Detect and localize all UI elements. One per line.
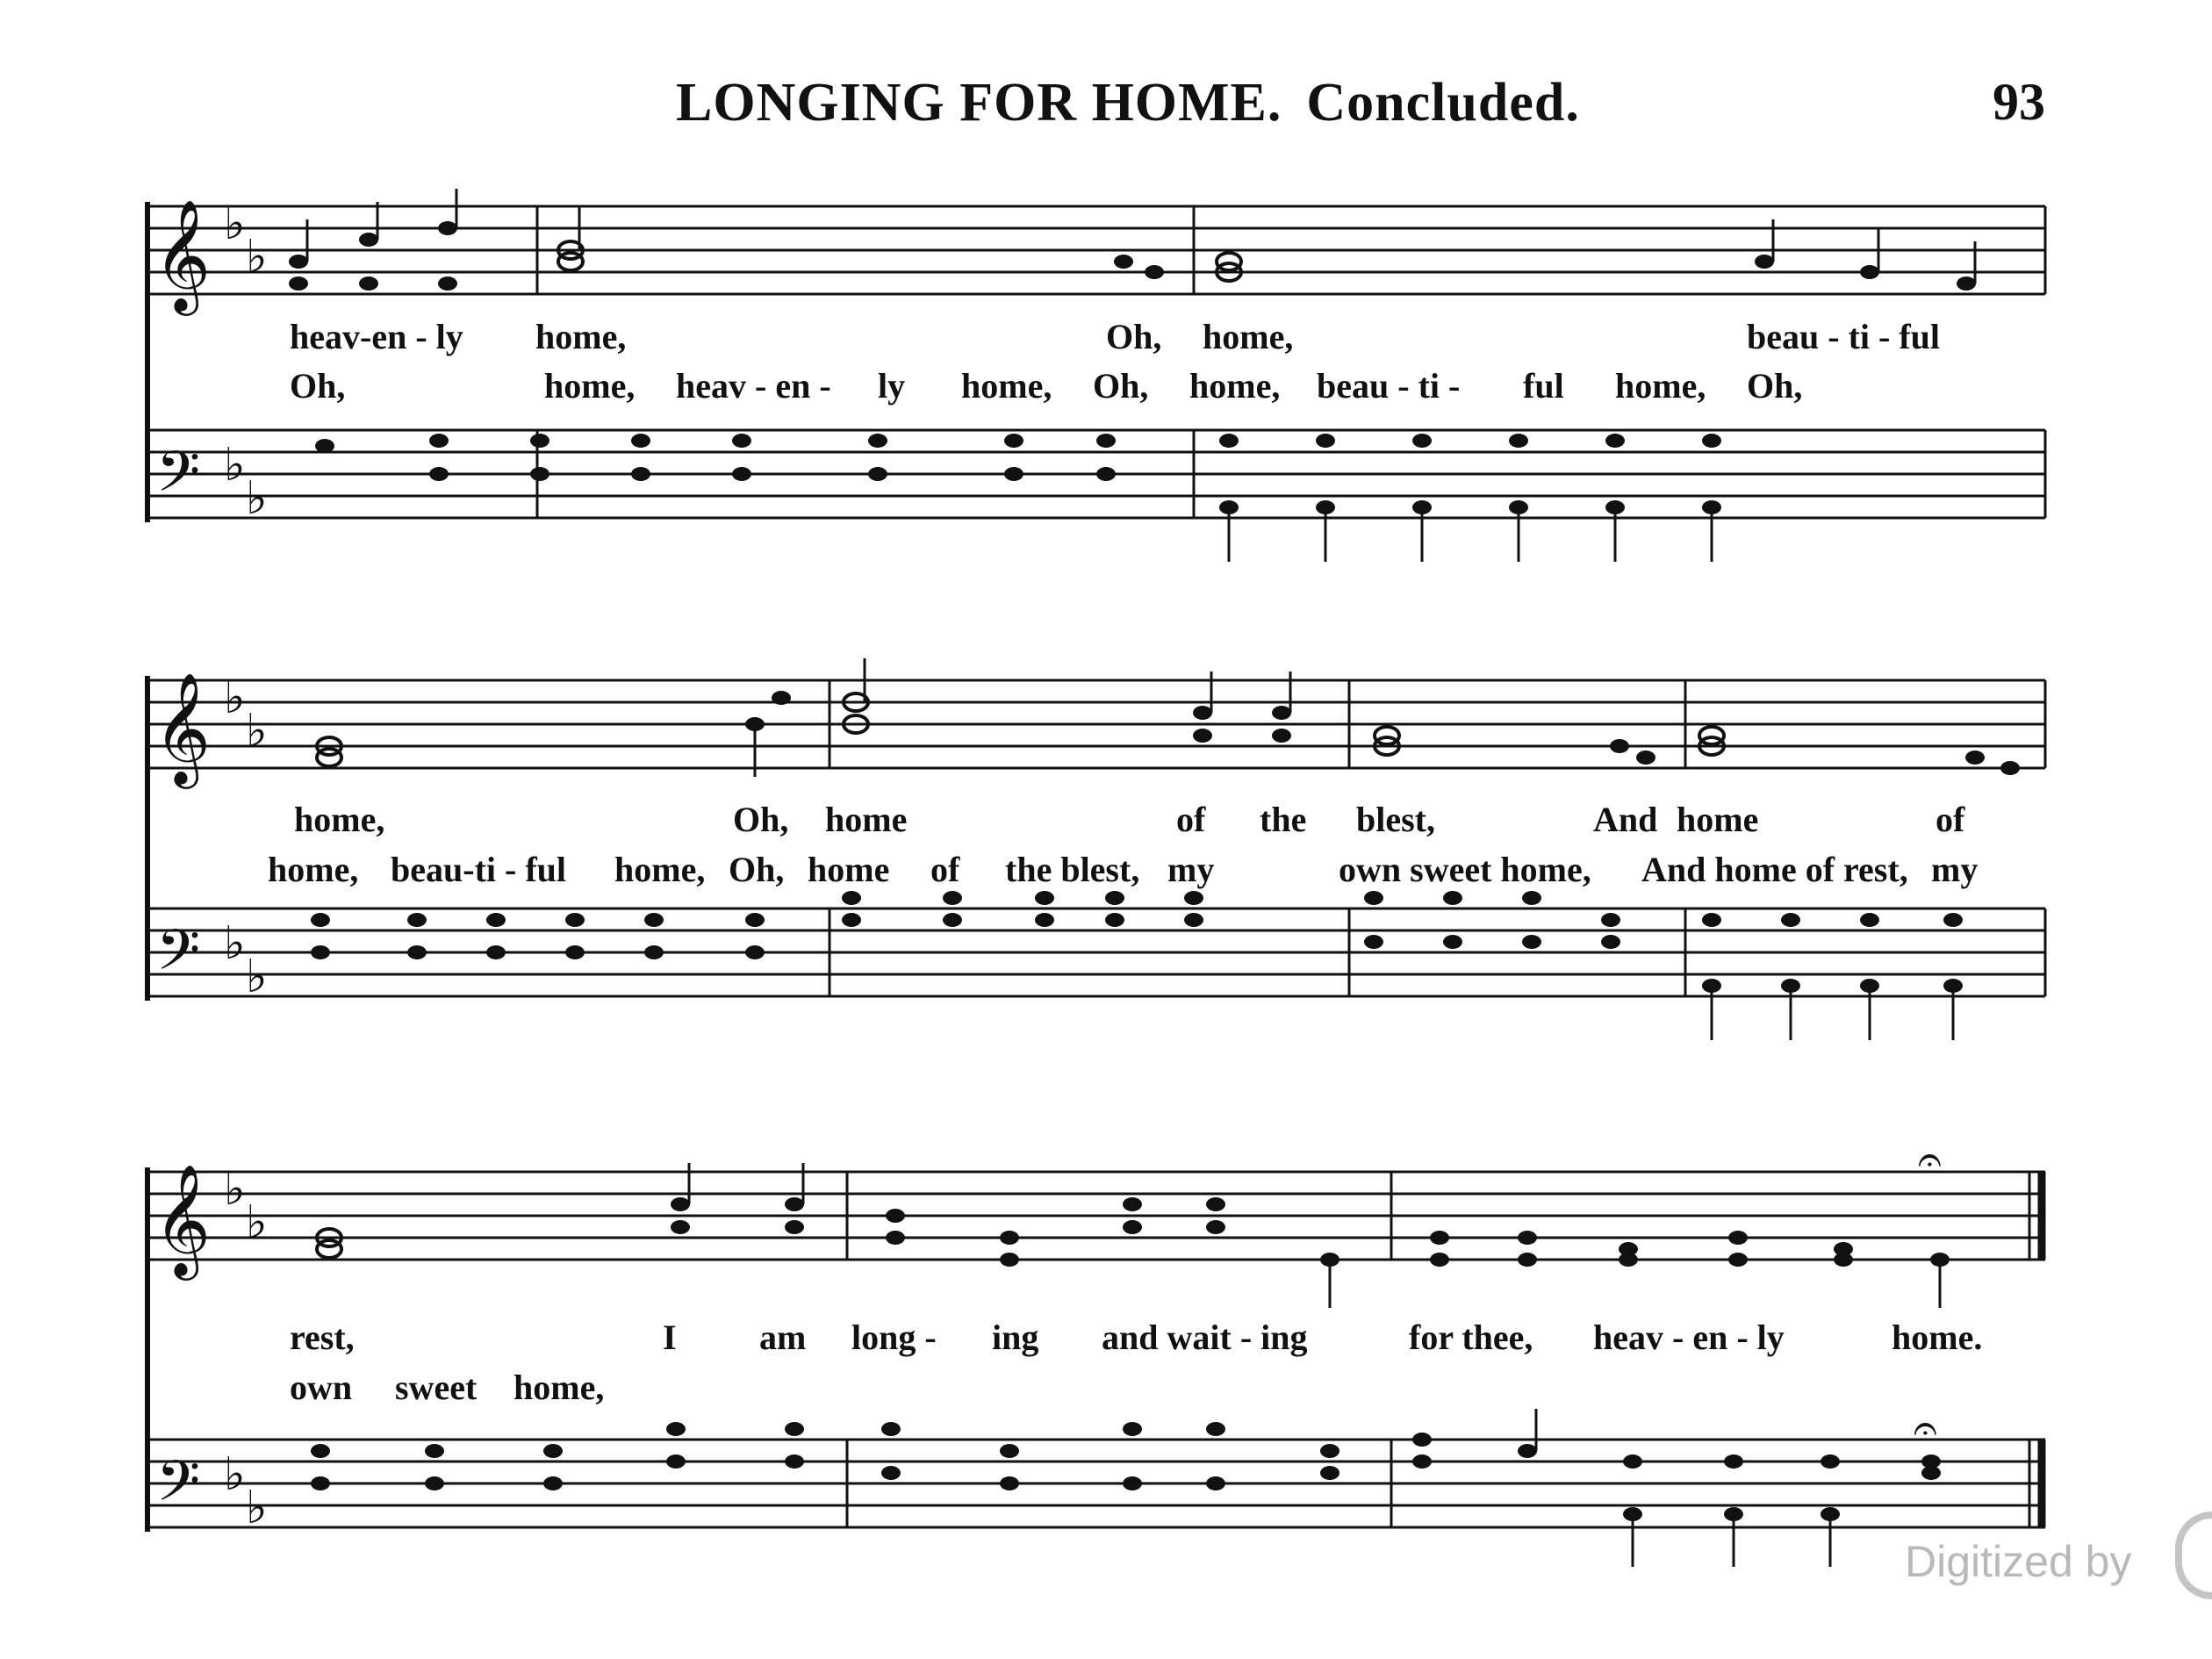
key-signature-flats	[224, 672, 268, 1003]
lyric-word: sweet	[395, 1368, 478, 1407]
lyric-word: home,	[614, 850, 706, 889]
lyrics-line-upper-3	[263, 1317, 2054, 1361]
lyric-word: I	[663, 1318, 677, 1357]
lyric-word: Oh,	[729, 850, 785, 889]
lyric-word: the	[1260, 800, 1307, 839]
lyric-word: heav - en -	[676, 366, 831, 406]
music-system-2	[0, 654, 2212, 1066]
lyric-word: beau - ti -	[1317, 366, 1461, 406]
lyric-word: home.	[1892, 1318, 1983, 1357]
lyrics-line-upper-1	[263, 316, 2054, 360]
hymn-title	[676, 72, 1580, 134]
lyric-word: the blest,	[1005, 850, 1140, 889]
bass-clef-icon: 𝄢	[156, 918, 201, 997]
lyric-word: home	[808, 850, 890, 889]
lyric-word: Oh,	[290, 366, 346, 406]
svg-text:♭: ♭	[246, 951, 268, 1003]
lyric-word: ing	[992, 1318, 1039, 1357]
lyric-word: Oh,	[1106, 317, 1162, 356]
lyric-word: for thee,	[1409, 1318, 1533, 1357]
treble-clef-icon: 𝄞	[154, 672, 212, 784]
lyrics-line-lower-3	[263, 1367, 2054, 1411]
lyric-word: Oh,	[733, 800, 789, 839]
svg-text:♭: ♭	[246, 1482, 268, 1534]
bass-clef-icon: 𝄢	[156, 1449, 201, 1528]
lyric-word: home,	[1203, 317, 1294, 356]
lyric-word: home,	[535, 317, 627, 356]
lyric-word: home,	[544, 366, 636, 406]
svg-text:♭: ♭	[224, 1448, 246, 1501]
fermata-icon: 𝄐	[1914, 1404, 1937, 1453]
treble-clef-icon: 𝄞	[154, 1163, 212, 1275]
key-signature-flats	[224, 1163, 268, 1534]
lyric-word: am	[759, 1318, 807, 1357]
svg-text:♭: ♭	[224, 672, 246, 724]
lyric-word: own sweet home,	[1339, 850, 1591, 889]
page-header	[0, 72, 2212, 151]
lyric-word: of	[1936, 800, 1965, 839]
lyric-word: my	[1931, 850, 1979, 889]
svg-text:♭: ♭	[246, 231, 268, 284]
svg-text:♭: ♭	[224, 439, 246, 492]
lyric-word: heav-en - ly	[290, 317, 463, 356]
svg-text:♭: ♭	[224, 917, 246, 970]
lyric-word: home	[825, 800, 908, 839]
lyrics-line-lower-2	[263, 849, 2054, 893]
title-text: LONGING FOR HOME.	[676, 73, 1282, 133]
lyric-word: of	[930, 850, 960, 889]
lyric-word: heav - en - ly	[1593, 1318, 1785, 1357]
svg-text:♭: ♭	[224, 198, 246, 250]
lyric-word: home,	[1615, 366, 1706, 406]
lyric-word: Oh,	[1747, 366, 1803, 406]
lyric-word: and wait - ing	[1102, 1318, 1308, 1357]
lyric-word: own	[290, 1368, 353, 1407]
lyric-word: And	[1593, 800, 1658, 839]
title-subtitle: Concluded.	[1306, 73, 1580, 133]
lyric-word: home,	[268, 850, 359, 889]
lyric-word: home,	[1189, 366, 1281, 406]
lyric-word: And home of rest,	[1641, 850, 1908, 889]
svg-text:♭: ♭	[246, 705, 268, 758]
staff-notation-3	[0, 1146, 2212, 1584]
fermata-icon: 𝄐	[1918, 1146, 1942, 1184]
music-system-3	[0, 1146, 2212, 1584]
lyrics-line-upper-2	[263, 799, 2054, 843]
lyrics-line-lower-1	[263, 365, 2054, 409]
lyric-word: home,	[294, 800, 385, 839]
svg-text:♭: ♭	[224, 1163, 246, 1216]
page-number: 93	[1993, 73, 2045, 131]
svg-text:♭: ♭	[246, 472, 268, 525]
digitized-watermark: Digitized by	[1905, 1537, 2132, 1586]
lyric-word: blest,	[1356, 800, 1435, 839]
lyric-word: home,	[961, 366, 1052, 406]
lyric-word: of	[1176, 800, 1206, 839]
lyric-word: ful	[1523, 366, 1564, 406]
lyric-word: Oh,	[1093, 366, 1149, 406]
lyric-word: my	[1167, 850, 1215, 889]
treble-clef-icon: 𝄞	[154, 198, 212, 311]
lyric-word: long -	[851, 1318, 937, 1357]
bass-clef-icon: 𝄢	[156, 440, 201, 519]
lyric-word: ly	[878, 366, 906, 406]
key-signature-flats	[224, 198, 268, 525]
lyric-word: beau - ti - ful	[1747, 317, 1940, 356]
lyric-word: home	[1677, 800, 1759, 839]
lyric-word: rest,	[290, 1318, 355, 1357]
svg-text:♭: ♭	[246, 1196, 268, 1249]
lyric-word: home,	[514, 1368, 605, 1407]
lyric-word: beau-ti - ful	[391, 850, 566, 889]
music-system-1	[0, 167, 2212, 579]
